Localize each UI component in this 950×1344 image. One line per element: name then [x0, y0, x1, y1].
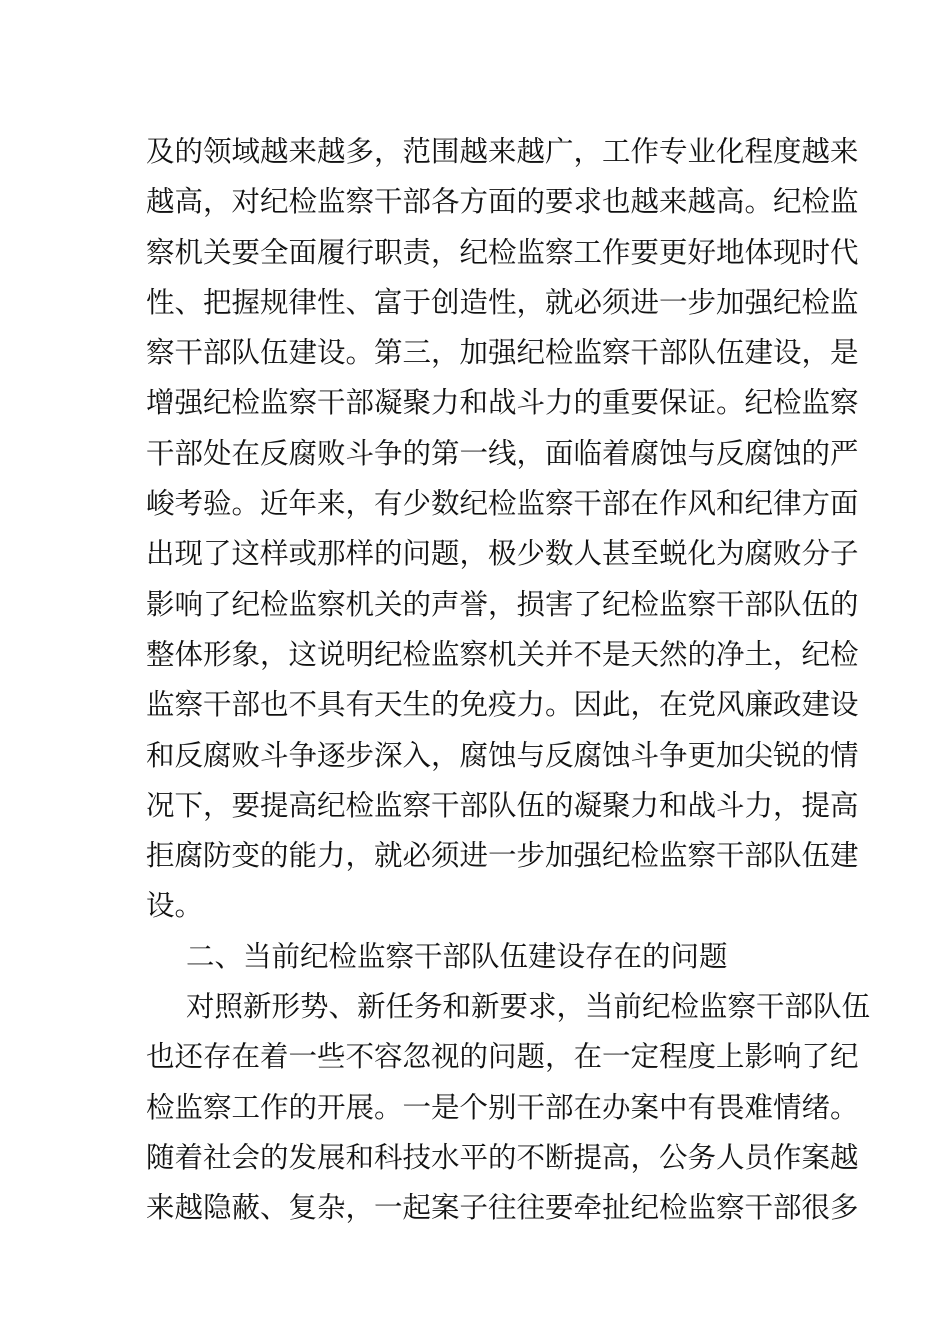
section-heading: 二、当前纪检监察干部队伍建设存在的问题	[186, 939, 728, 973]
text-line: 影响了纪检监察机关的声誉，损害了纪检监察干部队伍的	[146, 587, 859, 621]
text-line: 监察干部也不具有天生的免疫力。因此，在党风廉政建设	[146, 688, 859, 722]
text-line: 也还存在着一些不容忽视的问题，在一定程度上影响了纪	[146, 1040, 859, 1074]
text-line: 干部处在反腐败斗争的第一线，面临着腐蚀与反腐蚀的严	[146, 436, 859, 470]
text-line: 拒腐防变的能力，就必须进一步加强纪检监察干部队伍建	[146, 839, 859, 873]
text-line: 察干部队伍建设。第三，加强纪检监察干部队伍建设，是	[146, 336, 859, 370]
text-line: 出现了这样或那样的问题，极少数人甚至蜕化为腐败分子	[146, 537, 859, 571]
document-body	[146, 127, 871, 1234]
text-line: 性、把握规律性、富于创造性，就必须进一步加强纪检监	[146, 285, 859, 319]
text-line: 增强纪检监察干部凝聚力和战斗力的重要保证。纪检监察	[146, 386, 859, 420]
text-line: 随着社会的发展和科技水平的不断提高，公务人员作案越	[146, 1140, 859, 1174]
text-line: 和反腐败斗争逐步深入，腐蚀与反腐蚀斗争更加尖锐的情	[146, 738, 859, 772]
text-line: 及的领域越来越多，范围越来越广，工作专业化程度越来	[146, 135, 859, 168]
text-line: 峻考验。近年来，有少数纪检监察干部在作风和纪律方面	[146, 487, 859, 521]
text-line: 对照新形势、新任务和新要求，当前纪检监察干部队伍	[186, 990, 871, 1024]
text-line: 况下，要提高纪检监察干部队伍的凝聚力和战斗力，提高	[146, 788, 859, 822]
text-line: 设。	[146, 889, 204, 923]
text-line: 来越隐蔽、复杂，一起案子往往要牵扯纪检监察干部很多	[146, 1191, 859, 1225]
text-line: 越高，对纪检监察干部各方面的要求也越来越高。纪检监	[146, 185, 859, 219]
text-line: 察机关要全面履行职责，纪检监察工作要更好地体现时代	[146, 235, 859, 269]
text-line: 整体形象，这说明纪检监察机关并不是天然的净土，纪检	[146, 637, 859, 671]
text-line: 检监察工作的开展。一是个别干部在办案中有畏难情绪。	[146, 1090, 859, 1124]
